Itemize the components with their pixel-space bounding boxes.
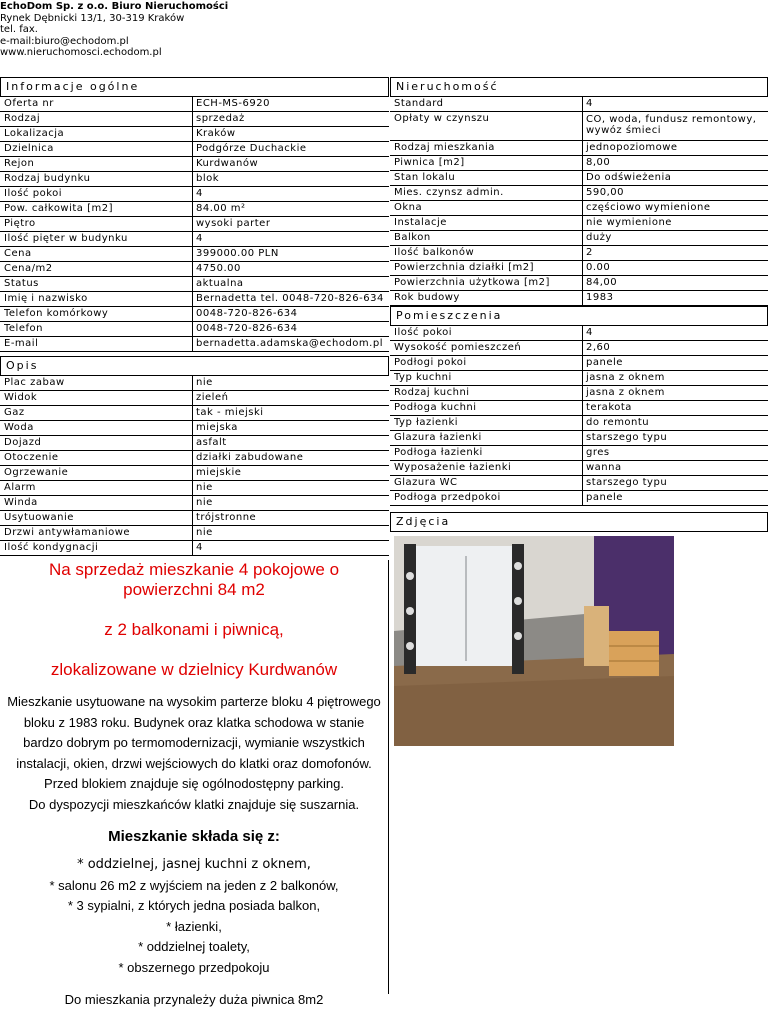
item-bathroom: * łazienki, bbox=[166, 918, 222, 934]
opis-row-value: nie bbox=[192, 526, 213, 540]
property-row-label: Ilość balkonów bbox=[394, 247, 475, 258]
rooms-row-label: Glazura WC bbox=[394, 477, 458, 488]
property-row-label: Rodzaj mieszkania bbox=[394, 142, 495, 153]
property-row bbox=[390, 261, 768, 276]
rooms-row-value: jasna z oknem bbox=[582, 386, 665, 400]
opis-row-value: asfalt bbox=[192, 436, 227, 450]
headline-balconies: z 2 balkonami i piwnicą, bbox=[104, 620, 284, 639]
section-photos: Zdjęcia bbox=[390, 512, 768, 532]
opis-row bbox=[0, 496, 389, 511]
opis-row-value: miejskie bbox=[192, 466, 241, 480]
rooms-row bbox=[390, 446, 768, 461]
general-row-value: aktualna bbox=[192, 277, 244, 291]
general-row-label: Piętro bbox=[4, 218, 36, 229]
opis-row-label: Winda bbox=[4, 497, 38, 508]
general-row bbox=[0, 292, 389, 307]
general-row bbox=[0, 112, 389, 127]
property-row bbox=[390, 112, 768, 141]
opis-row bbox=[0, 421, 389, 436]
opis-row-value: nie bbox=[192, 496, 213, 510]
rooms-row bbox=[390, 461, 768, 476]
rooms-row-label: Typ łazienki bbox=[394, 417, 459, 428]
rooms-row-value: wanna bbox=[582, 461, 622, 475]
opis-row-value: 4 bbox=[192, 541, 203, 555]
opis-row-value: miejska bbox=[192, 421, 238, 435]
rooms-row bbox=[390, 431, 768, 446]
general-row-value: bernadetta.adamska@echodom.pl bbox=[192, 337, 383, 351]
section-general: Informacje ogólne bbox=[0, 77, 389, 97]
opis-row-value: nie bbox=[192, 481, 213, 495]
property-row-label: Instalacje bbox=[394, 217, 447, 228]
opis-row-value: działki zabudowane bbox=[192, 451, 303, 465]
item-living-room: * salonu 26 m2 z wyjściem na jeden z 2 balkonów, bbox=[49, 877, 339, 893]
property-row bbox=[390, 291, 768, 306]
rooms-row bbox=[390, 491, 768, 506]
property-row-label: Okna bbox=[394, 202, 423, 213]
general-row-label: Rodzaj bbox=[4, 113, 41, 124]
property-row bbox=[390, 201, 768, 216]
section-rooms: Pomieszczenia bbox=[390, 306, 768, 326]
property-row-value: jednopoziomowe bbox=[582, 141, 678, 155]
rooms-row-value: do remontu bbox=[582, 416, 649, 430]
property-row-value: Do odświeżenia bbox=[582, 171, 671, 185]
property-row-label: Standard bbox=[394, 98, 444, 109]
room-photo-image bbox=[394, 536, 674, 746]
para-line-5: Przed blokiem znajduje się ogólnodostępny parking. bbox=[44, 776, 344, 791]
opis-row-label: Drzwi antywłamaniowe bbox=[4, 527, 131, 538]
rooms-row bbox=[390, 476, 768, 491]
general-row bbox=[0, 217, 389, 232]
general-row-label: Status bbox=[4, 278, 39, 289]
general-row-value: 4 bbox=[192, 187, 203, 201]
general-row-value: Bernadetta tel. 0048-720-826-634 bbox=[192, 292, 384, 306]
agency-header bbox=[0, 1, 228, 59]
opis-row bbox=[0, 466, 389, 481]
headline-district: zlokalizowane w dzielnicy Kurdwanów bbox=[50, 660, 338, 679]
rooms-row-label: Typ kuchni bbox=[394, 372, 452, 383]
opis-row-label: Widok bbox=[4, 392, 38, 403]
item-hallway: * obszernego przedpokoju bbox=[118, 959, 270, 975]
company-website: www.nieruchomosci.echodom.pl bbox=[0, 47, 162, 58]
rooms-row bbox=[390, 401, 768, 416]
rooms-row bbox=[390, 371, 768, 386]
property-row bbox=[390, 231, 768, 246]
property-row bbox=[390, 246, 768, 261]
general-row-label: Rodzaj budynku bbox=[4, 173, 91, 184]
rooms-row-label: Wyposażenie łazienki bbox=[394, 462, 512, 473]
opis-row-label: Dojazd bbox=[4, 437, 42, 448]
general-row-label: Telefon bbox=[4, 323, 43, 334]
property-row-label: Rok budowy bbox=[394, 292, 460, 303]
general-row bbox=[0, 157, 389, 172]
rooms-row-value: starszego typu bbox=[582, 431, 667, 445]
general-row bbox=[0, 187, 389, 202]
general-row-label: Imię i nazwisko bbox=[4, 293, 88, 304]
item-bedrooms: * 3 sypialni, z których jedna posiada balkon, bbox=[67, 898, 321, 913]
general-row bbox=[0, 97, 389, 112]
opis-row bbox=[0, 526, 389, 541]
item-kitchen: * oddzielnej, jasnej kuchni z oknem, bbox=[77, 857, 311, 872]
rooms-row bbox=[390, 416, 768, 431]
opis-row-label: Gaz bbox=[4, 407, 25, 418]
general-row bbox=[0, 232, 389, 247]
general-row bbox=[0, 172, 389, 187]
general-row-value: ECH-MS-6920 bbox=[192, 97, 270, 111]
para-line-2: bloku z 1983 roku. Budynek oraz klatka schodowa w stanie bbox=[23, 714, 365, 730]
general-row-label: Cena bbox=[4, 248, 32, 259]
general-row-label: Telefon komórkowy bbox=[4, 308, 109, 319]
rooms-row-label: Rodzaj kuchni bbox=[394, 387, 470, 398]
general-row-label: E-mail bbox=[4, 338, 39, 349]
rooms-row-value: jasna z oknem bbox=[582, 371, 665, 385]
section-property: Nieruchomość bbox=[390, 77, 768, 97]
para-line-6: Do dyspozycji mieszkańców klatki znajduje się suszarnia. bbox=[28, 796, 360, 812]
general-row-value: 4 bbox=[192, 232, 203, 246]
rooms-row-label: Podłogi pokoi bbox=[394, 357, 467, 368]
general-row-value: Kraków bbox=[192, 127, 236, 141]
headline-line-1: Na sprzedaż mieszkanie 4 pokojowe o bbox=[48, 560, 340, 579]
layout-subheading: Mieszkanie składa się z: bbox=[108, 828, 280, 845]
rooms-row-label: Podłoga przedpokoi bbox=[394, 492, 501, 503]
para-line-4: instalacji, okien, drzwi wejściowych do klatki oraz domofonów. bbox=[16, 755, 372, 771]
general-row-value: 84.00 m² bbox=[192, 202, 246, 216]
para-line-1: Mieszkanie usytuowane na wysokim parterze bloku 4 piętrowego bbox=[7, 694, 381, 709]
property-row bbox=[390, 171, 768, 186]
company-address: Rynek Dębnicki 13/1, 30-319 Kraków bbox=[0, 12, 185, 24]
general-row bbox=[0, 247, 389, 262]
general-row-value: 0048-720-826-634 bbox=[192, 307, 298, 321]
opis-row-label: Ilość kondygnacji bbox=[4, 542, 99, 553]
general-row-label: Pow. całkowita [m2] bbox=[4, 203, 114, 214]
property-row-label: Mies. czynsz admin. bbox=[394, 187, 504, 198]
rooms-row bbox=[390, 356, 768, 371]
general-row-value: 399000.00 PLN bbox=[192, 247, 279, 261]
rooms-row-label: Wysokość pomieszczeń bbox=[394, 342, 522, 353]
opis-row bbox=[0, 376, 389, 391]
opis-row bbox=[0, 451, 389, 466]
property-row bbox=[390, 276, 768, 291]
property-row bbox=[390, 97, 768, 112]
general-row-value: blok bbox=[192, 172, 219, 186]
general-row bbox=[0, 337, 389, 352]
rooms-row-label: Ilość pokoi bbox=[394, 327, 453, 338]
general-row bbox=[0, 142, 389, 157]
property-row-value: 590,00 bbox=[582, 186, 624, 200]
opis-row-label: Alarm bbox=[4, 482, 36, 493]
general-row-label: Rejon bbox=[4, 158, 35, 169]
general-row bbox=[0, 277, 389, 292]
property-row-value: 84,00 bbox=[582, 276, 617, 290]
company-phone: tel. fax. bbox=[0, 24, 38, 35]
general-row-label: Lokalizacja bbox=[4, 128, 65, 139]
opis-row bbox=[0, 481, 389, 496]
rooms-row-value: starszego typu bbox=[582, 476, 667, 490]
general-row-value: Podgórze Duchackie bbox=[192, 142, 307, 156]
general-row-label: Cena/m2 bbox=[4, 263, 53, 274]
apartment-photo[interactable] bbox=[394, 536, 674, 746]
rooms-row-value: gres bbox=[582, 446, 610, 460]
property-row-value: częściowo wymienione bbox=[582, 201, 710, 215]
property-row bbox=[390, 156, 768, 171]
opis-row-value: nie bbox=[192, 376, 213, 390]
headline-line-2: powierzchni 84 m2 bbox=[123, 580, 265, 599]
property-row-value: CO, woda, fundusz remontowy, wywóz śmieci bbox=[582, 112, 766, 142]
general-row-label: Oferta nr bbox=[4, 98, 54, 109]
rooms-row-value: 2,60 bbox=[582, 341, 610, 355]
rooms-row-value: 4 bbox=[582, 326, 593, 340]
property-row-value: 8,00 bbox=[582, 156, 610, 170]
property-row-value: duży bbox=[582, 231, 612, 245]
opis-row-label: Usytuowanie bbox=[4, 512, 74, 523]
rooms-row bbox=[390, 326, 768, 341]
opis-row-value: tak - miejski bbox=[192, 406, 264, 420]
rooms-row-label: Podłoga kuchni bbox=[394, 402, 477, 413]
offer-description bbox=[0, 560, 388, 1011]
property-row-label: Powierzchnia użytkowa [m2] bbox=[394, 277, 550, 288]
rooms-row-value: panele bbox=[582, 491, 623, 505]
general-row-value: 0048-720-826-634 bbox=[192, 322, 298, 336]
rooms-row bbox=[390, 386, 768, 401]
property-row-value: 0.00 bbox=[582, 261, 610, 275]
property-row bbox=[390, 186, 768, 201]
general-row-label: Dzielnica bbox=[4, 143, 54, 154]
company-name: EchoDom Sp. z o.o. Biuro Nieruchomości bbox=[0, 1, 229, 12]
opis-row bbox=[0, 436, 389, 451]
opis-row bbox=[0, 511, 389, 526]
general-row bbox=[0, 322, 389, 337]
general-row-label: Ilość pokoi bbox=[4, 188, 63, 199]
property-row-label: Stan lokalu bbox=[394, 172, 456, 183]
general-row-value: wysoki parter bbox=[192, 217, 270, 231]
general-row-value: sprzedaż bbox=[192, 112, 245, 126]
opis-row bbox=[0, 541, 389, 556]
column-divider bbox=[388, 560, 389, 994]
rooms-row-value: panele bbox=[582, 356, 623, 370]
general-row-value: 4750.00 bbox=[192, 262, 241, 276]
company-email: e-mail:biuro@echodom.pl bbox=[0, 35, 129, 47]
general-row bbox=[0, 307, 389, 322]
property-row-value: 2 bbox=[582, 246, 593, 260]
property-row bbox=[390, 141, 768, 156]
general-row bbox=[0, 202, 389, 217]
opis-row-label: Otoczenie bbox=[4, 452, 59, 463]
property-row-value: 4 bbox=[582, 97, 593, 111]
general-row-label: Ilość pięter w budynku bbox=[4, 233, 128, 244]
opis-row-label: Woda bbox=[4, 422, 34, 433]
opis-row-value: trójstronne bbox=[192, 511, 256, 525]
property-row-label: Opłaty w czynszu bbox=[394, 113, 490, 124]
property-row-value: nie wymienione bbox=[582, 216, 672, 230]
cellar-note: Do mieszkania przynależy duża piwnica 8m2 bbox=[64, 992, 324, 1007]
property-row-value: 1983 bbox=[582, 291, 613, 305]
section-description: Opis bbox=[0, 356, 389, 376]
opis-row bbox=[0, 406, 389, 421]
rooms-row bbox=[390, 341, 768, 356]
opis-row bbox=[0, 391, 389, 406]
para-line-3: bardzo dobrym po termomodernizacji, wymianie wszystkich bbox=[23, 735, 365, 750]
item-toilet: * oddzielnej toalety, bbox=[138, 939, 250, 954]
general-row-value: Kurdwanów bbox=[192, 157, 258, 171]
opis-row-label: Plac zabaw bbox=[4, 377, 65, 388]
rooms-row-label: Glazura łazienki bbox=[394, 432, 482, 443]
rooms-row-label: Podłoga łazienki bbox=[394, 447, 483, 458]
opis-row-value: zieleń bbox=[192, 391, 228, 405]
rooms-row-value: terakota bbox=[582, 401, 632, 415]
opis-row-label: Ogrzewanie bbox=[4, 467, 69, 478]
property-row-label: Balkon bbox=[394, 232, 431, 243]
general-row bbox=[0, 262, 389, 277]
property-row-label: Piwnica [m2] bbox=[394, 157, 465, 168]
general-row bbox=[0, 127, 389, 142]
property-row bbox=[390, 216, 768, 231]
property-row-label: Powierzchnia działki [m2] bbox=[394, 262, 535, 273]
